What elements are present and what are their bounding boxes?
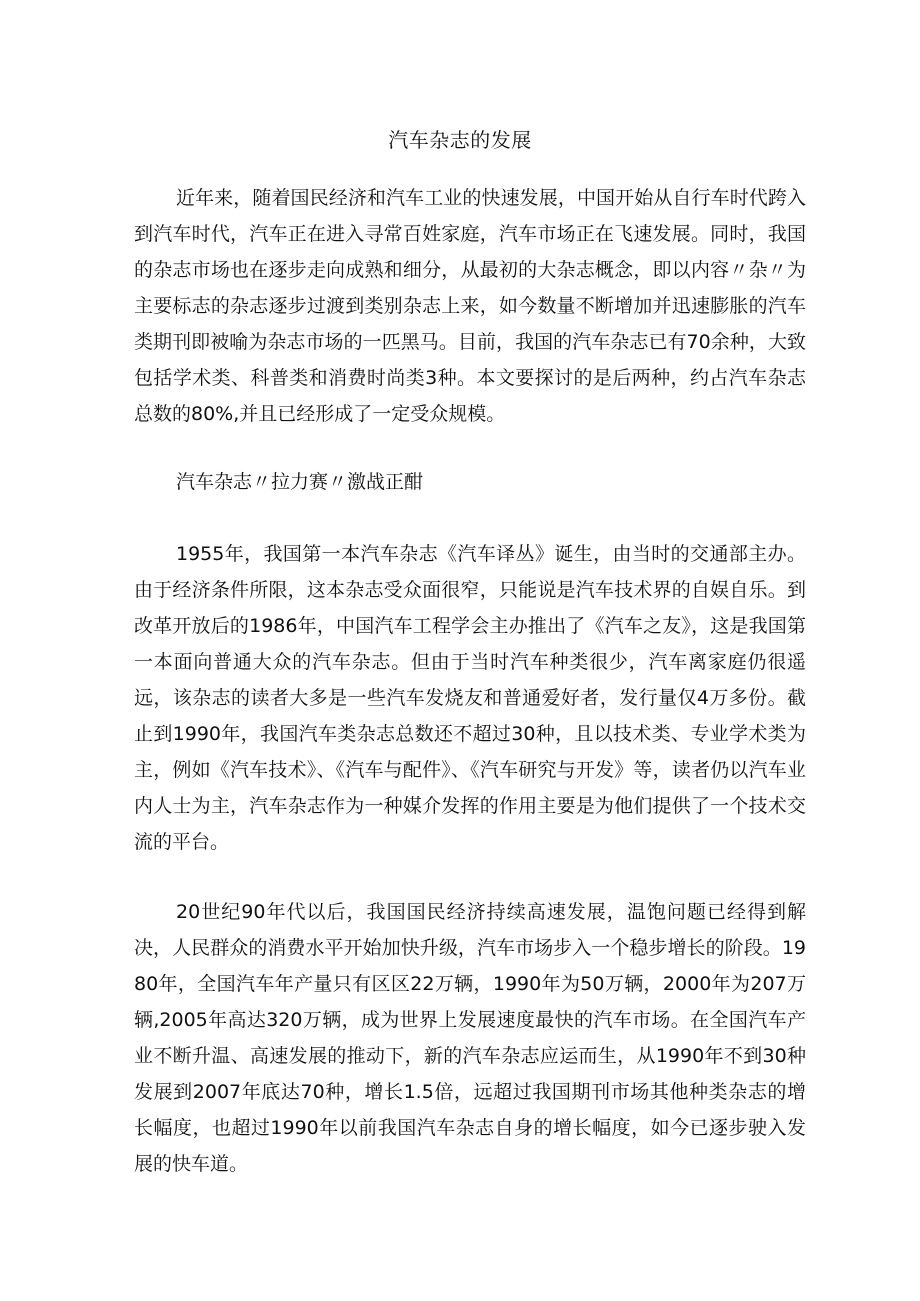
section-heading: 汽车杂志〃拉力赛〃激战正酣 [176, 471, 424, 493]
paragraph-history: 1955年，我国第一本汽车杂志《汽车译丛》诞生，由当时的交通部主办。由于经济条件所限，这本杂志受众面很窄，只能说是汽车技术界的自娱自乐。到改革开放后的1986年，中国汽车工程学会主办推出了《汽车之友》，这是我国第一本面向普通大众的汽车杂志。但由于当时汽车种类很少，汽车离家庭仍很遥远，该杂志的读者大多是一些汽车发烧友和普通爱好者，发行量仅4万多份。截止到1990年，我国汽车类杂志总数还不超过30种，且以技术类、专业学术类为主，例如《汽车技术》、《汽车与配件》、《汽车研究与开发》等，读者仍以汽车业内人士为主，汽车杂志作为一种媒介发挥的作用主要是为他们提供了一个技术交流的平台。 [134, 543, 806, 853]
paragraph-intro: 近年来，随着国民经济和汽车工业的快速发展，中国开始从自行车时代跨入到汽车时代，汽车正在进入寻常百姓家庭，汽车市场正在飞速发展。同时，我国的杂志市场也在逐步走向成熟和细分，从最初的大杂志概念，即以内容〃杂〃为主要标志的杂志逐步过渡到类别杂志上来，如今数量不断增加并迅速膨胀的汽车类期刊即被喻为杂志市场的一匹黑马。目前，我国的汽车杂志已有70余种，大致包括学术类、科普类和消费时尚类3种。本文要探讨的是后两种，约占汽车杂志总数的80%,并且已经形成了一定受众规模。 [134, 187, 806, 425]
paragraph-growth: 20世纪90年代以后，我国国民经济持续高速发展，温饱问题已经得到解决，人民群众的消费水平开始加快升级，汽车市场步入一个稳步增长的阶段。1980年，全国汽车年产量只有区区22万辆，1990年为50万辆，2000年为207万辆,2005年高达320万辆，成为世界上发展速度最快的汽车市场。在全国汽车产业不断升温、高速发展的推动下，新的汽车杂志应运而生，从1990年不到30种发展到2007年底达70种，增长1.5倍，远超过我国期刊市场其他种类杂志的增长幅度，也超过1990年以前我国汽车杂志自身的增长幅度，如今已逐步驶入发展的快车道。 [134, 901, 806, 1175]
page-title: 汽车杂志的发展 [388, 128, 532, 152]
